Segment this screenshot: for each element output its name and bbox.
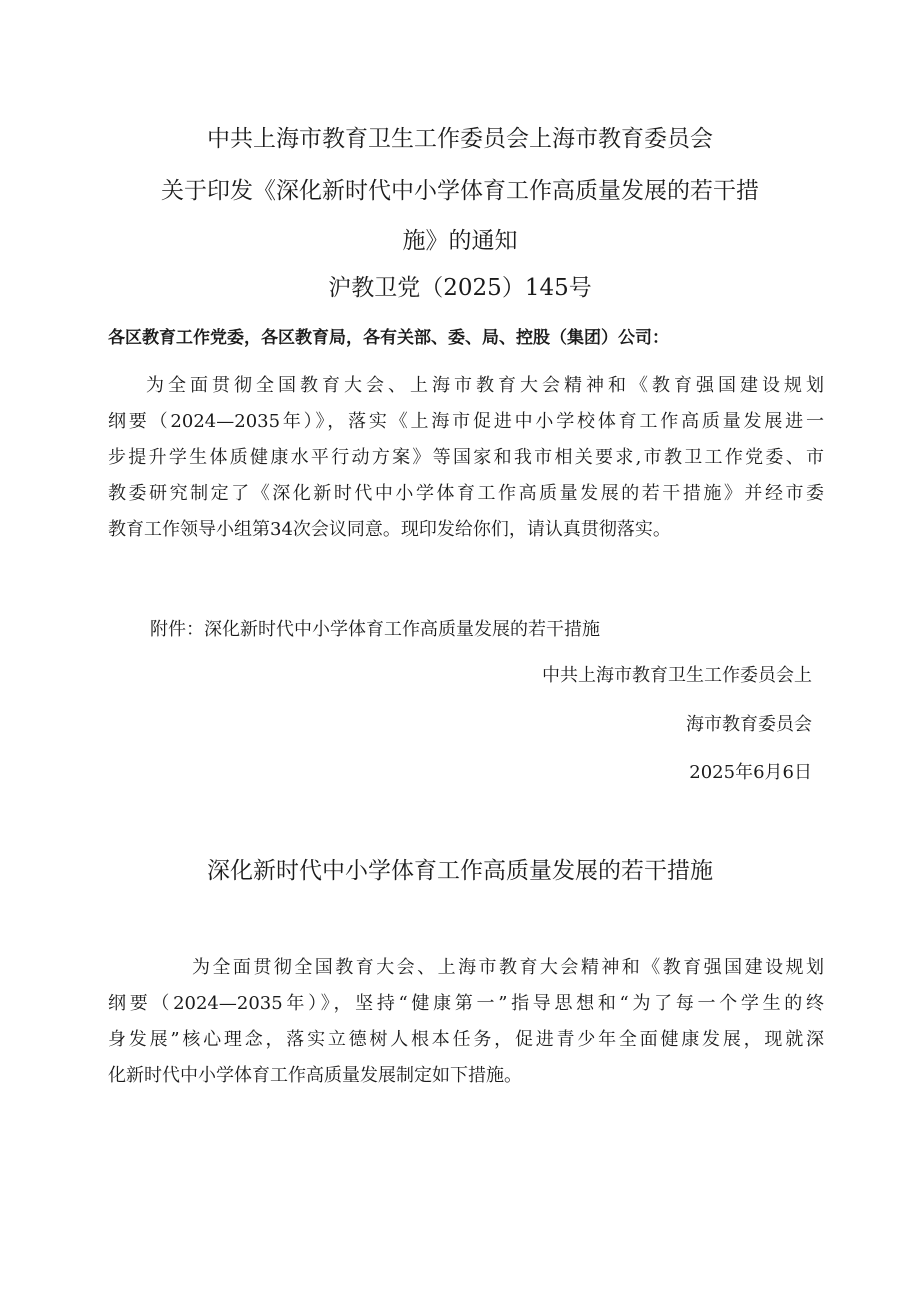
- notice-body-line: 为全面贯彻全国教育大会、上海市教育大会精神和《教育强国建设规划: [146, 375, 824, 396]
- document-number: 沪教卫党（2025）145号: [328, 275, 592, 301]
- notice-body-line: 教委研究制定了《深化新时代中小学体育工作高质量发展的若干措施》并经市委: [108, 483, 824, 504]
- notice-title-line-3: 施》的通知: [402, 228, 518, 254]
- measures-intro-paragraph: [108, 950, 824, 1094]
- attachment-line: 附件：深化新时代中小学体育工作高质量发展的若干措施: [150, 619, 600, 640]
- measures-intro-line: 为全面贯彻全国教育大会、上海市教育大会精神和《教育强国建设规划: [192, 957, 824, 978]
- notice-body-paragraph: [108, 368, 824, 548]
- measures-title: 深化新时代中小学体育工作高质量发展的若干措施: [207, 858, 713, 884]
- measures-intro-line: 纲要（2024—2035年）》，坚持“健康第一”指导思想和“为了每一个学生的终: [108, 993, 824, 1014]
- notice-body-line: 步提升学生体质健康水平行动方案》等国家和我市相关要求,市教卫工作党委、市: [108, 447, 824, 468]
- signature-org-line-1: 中共上海市教育卫生工作委员会上: [542, 665, 812, 686]
- salutation: 各区教育工作党委，各区教育局，各有关部、委、局、控股（集团）公司：: [108, 328, 669, 348]
- notice-body-line: 教育工作领导小组第34次会议同意。现印发给你们，请认真贯彻落实。: [108, 519, 671, 540]
- notice-title-line-1: 中共上海市教育卫生工作委员会上海市教育委员会: [207, 126, 713, 152]
- notice-body-line: 纲要（2024—2035年）》，落实《上海市促进中小学校体育工作高质量发展进一: [108, 411, 824, 432]
- signature-date: 2025年6月6日: [689, 762, 812, 783]
- measures-intro-line: 身发展”核心理念，落实立德树人根本任务，促进青少年全面健康发展，现就深: [108, 1029, 824, 1050]
- notice-title-line-2: 关于印发《深化新时代中小学体育工作高质量发展的若干措: [161, 178, 759, 204]
- measures-intro-line: 化新时代中小学体育工作高质量发展制定如下措施。: [108, 1065, 522, 1086]
- signature-org-line-2: 海市教育委员会: [686, 714, 812, 735]
